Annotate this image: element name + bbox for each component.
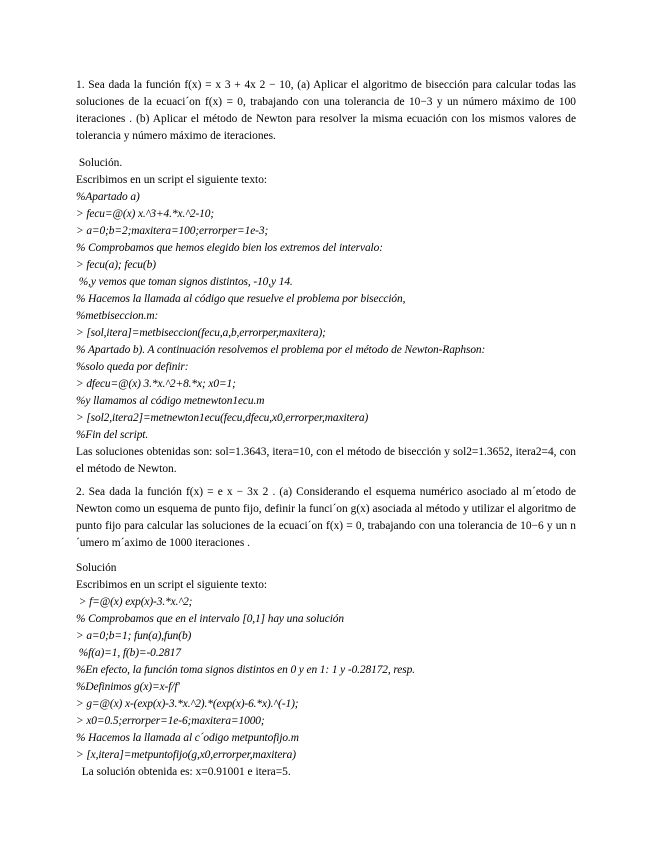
code-line: > [sol,itera]=metbiseccion(fecu,a,b,errorper,maxitera);: [76, 327, 326, 339]
code-line: %Definimos g(x)=x-f/f': [76, 681, 180, 693]
solution-1-heading: Solución.: [76, 157, 123, 169]
solution-2-code: [76, 594, 576, 764]
code-line: > a=0;b=1; fun(a),fun(b): [76, 630, 192, 642]
solution-1: [76, 155, 576, 478]
code-line: % Hacemos la llamada al código que resuelve el problema por bisección,: [76, 293, 406, 305]
solution-1-code: [76, 189, 576, 444]
problem-2: [76, 484, 576, 552]
code-line: > f=@(x) exp(x)-3.*x.^2;: [76, 596, 193, 608]
solution-1-intro: Escribimos en un script el siguiente texto:: [76, 174, 268, 186]
code-line: > a=0;b=2;maxitera=100;errorper=1e-3;: [76, 225, 269, 237]
problem-1-statement: 1. Sea dada la función f(x) = x 3 + 4x 2 − 10, (a) Aplicar el algoritmo de bisección para calcular todas las soluciones de la ecuaci´on f(x) = 0, trabajando con una tolerancia de 10−3 y un número máximo de 100 iteraciones . (b) Aplicar el método de Newton para resolver la misma ecuación con los mismos valores de tolerancia y número máximo de iteraciones.: [76, 79, 576, 142]
code-line: > [x,itera]=metpuntofijo(g,x0,errorper,maxitera): [76, 749, 296, 761]
code-line: % Apartado b). A continuación resolvemos el problema por el método de Newton-Raphson:: [76, 344, 486, 356]
code-line: > fecu=@(x) x.^3+4.*x.^2-10;: [76, 208, 215, 220]
code-line: > fecu(a); fecu(b): [76, 259, 156, 271]
problem-1: [76, 77, 576, 145]
code-line: > g=@(x) x-(exp(x)-3.*x.^2).*(exp(x)-6.*x).^(-1);: [76, 698, 299, 710]
solution-1-result: Las soluciones obtenidas son: sol=1.3643, itera=10, con el método de bisección y sol2=1.3652, itera2=4, con el método de Newton.: [76, 446, 576, 475]
code-line: > x0=0.5;errorper=1e-6;maxitera=1000;: [76, 715, 265, 727]
solution-2-result: La solución obtenida es: x=0.91001 e itera=5.: [76, 766, 291, 778]
code-line: %Apartado a): [76, 191, 140, 203]
code-line: %metbiseccion.m:: [76, 310, 159, 322]
code-line: % Comprobamos que hemos elegido bien los extremos del intervalo:: [76, 242, 383, 254]
code-line: %Fin del script.: [76, 429, 149, 441]
solution-2-intro: Escribimos en un script el siguiente texto:: [76, 579, 268, 591]
code-line: % Comprobamos que en el intervalo [0,1] hay una solución: [76, 613, 344, 625]
solution-2-heading: Solución: [76, 562, 117, 574]
code-line: %,y vemos que toman signos distintos, -10,y 14.: [76, 276, 293, 288]
code-line: %En efecto, la función toma signos distintos en 0 y en 1: 1 y -0.28172, resp.: [76, 664, 415, 676]
code-line: %y llamamos al código metnewton1ecu.m: [76, 395, 265, 407]
solution-2: [76, 560, 576, 781]
code-line: %solo queda por definir:: [76, 361, 189, 373]
code-line: %f(a)=1, f(b)=-0.2817: [76, 647, 181, 659]
code-line: % Hacemos la llamada al c´odigo metpuntofijo.m: [76, 732, 299, 744]
code-line: > [sol2,itera2]=metnewton1ecu(fecu,dfecu,x0,errorper,maxitera): [76, 412, 369, 424]
problem-2-statement: 2. Sea dada la función f(x) = e x − 3x 2 . (a) Considerando el esquema numérico asociado al m´etodo de Newton como un esquema de punto fijo, definir la funci´on g(x) asociada al método y utilizar el algoritmo de punto fijo para calcular las soluciones de la ecuaci´on f(x) = 0, trabajando con una tolerancia de 10−6 y un n´umero m´aximo de 1000 iteraciones .: [76, 486, 576, 549]
code-line: > dfecu=@(x) 3.*x.^2+8.*x; x0=1;: [76, 378, 236, 390]
